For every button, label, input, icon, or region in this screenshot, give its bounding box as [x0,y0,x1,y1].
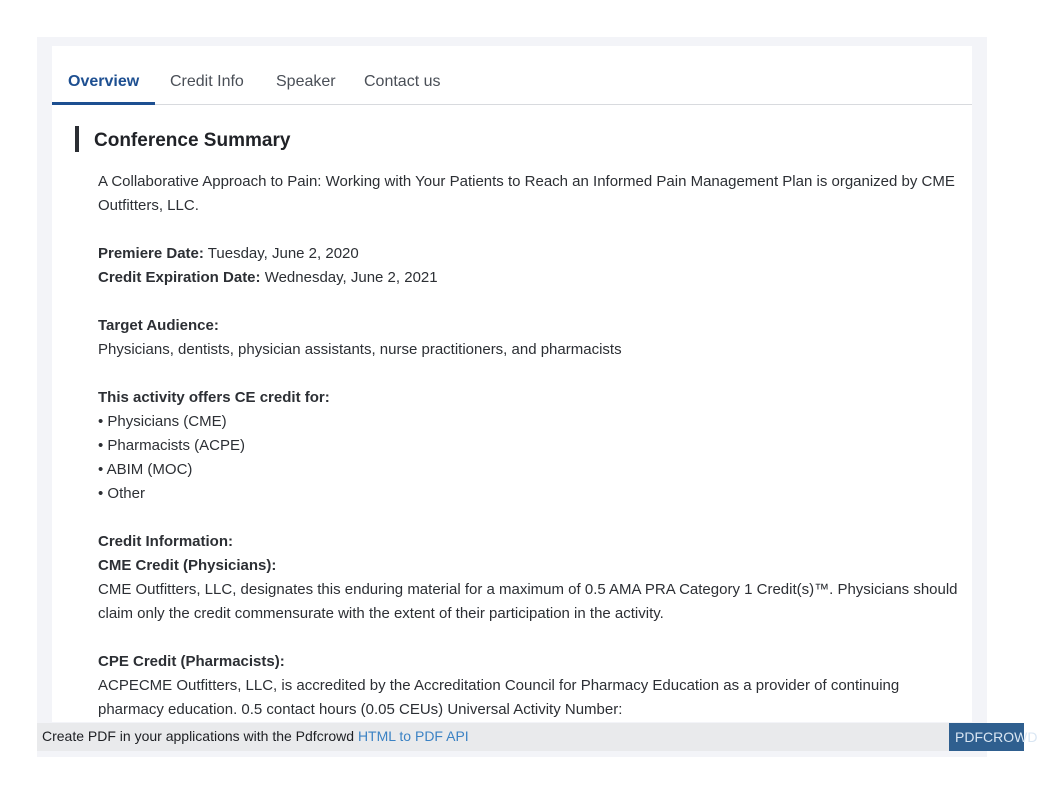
tab-overview[interactable]: Overview [68,73,139,104]
cpe-credit-label: CPE Credit (Pharmacists): [98,653,285,670]
expiration-date-value: Wednesday, June 2, 2021 [260,269,438,286]
html-to-pdf-link[interactable]: HTML to PDF API [357,728,469,744]
expiration-date-label: Credit Expiration Date: [98,269,261,286]
cpe-credit-text: ACPECME Outfitters, LLC, is accredited by the Accreditation Council for Pharmacy Education as a provider of continuing pharmacy education. 0.5 contact hours (0.05 CEUs) Universal Activity Number: [98,677,900,718]
summary-description: A Collaborative Approach to Pain: Working with Your Patients to Reach an Informed Pain Management Plan is organized by CME Outfitters, LLC. [98,173,955,214]
content-card [52,46,972,722]
credit-for-item: • Physicians (CME) [98,413,227,430]
tab-bar [52,66,972,105]
section-accent-bar [75,126,79,152]
footer-message: Create PDF in your applications with the Pdfcrowd [42,728,358,744]
credit-for-item: • ABIM (MOC) [98,461,193,478]
credit-for-label: This activity offers CE credit for: [98,389,330,406]
pdfcrowd-badge[interactable]: PDFCROWD [949,723,1024,751]
credit-for-item: • Pharmacists (ACPE) [98,437,245,454]
premiere-date-label: Premiere Date: [98,245,204,262]
footer-text [42,728,469,744]
premiere-date-value: Tuesday, June 2, 2020 [203,245,359,262]
cme-credit-text: CME Outfitters, LLC, designates this enduring material for a maximum of 0.5 AMA PRA Category 1 Credit(s)™. Physicians should claim only the credit commensurate with the extent of their participation in the activity. [98,581,958,622]
target-audience-label: Target Audience: [98,317,219,334]
summary-content [98,170,968,722]
target-audience-value: Physicians, dentists, physician assistants, nurse practitioners, and pharmacists [98,341,622,358]
tab-speaker[interactable]: Speaker [276,73,336,90]
pdf-footer-bar [37,723,987,751]
credit-for-item: • Other [98,485,145,502]
section-title: Conference Summary [94,130,291,151]
credit-information-label: Credit Information: [98,533,233,550]
tab-contact-us[interactable]: Contact us [364,73,441,90]
tab-credit-info[interactable]: Credit Info [170,73,244,90]
expiration-date [98,266,968,290]
cme-credit-label: CME Credit (Physicians): [98,557,277,574]
premiere-date [98,242,968,266]
